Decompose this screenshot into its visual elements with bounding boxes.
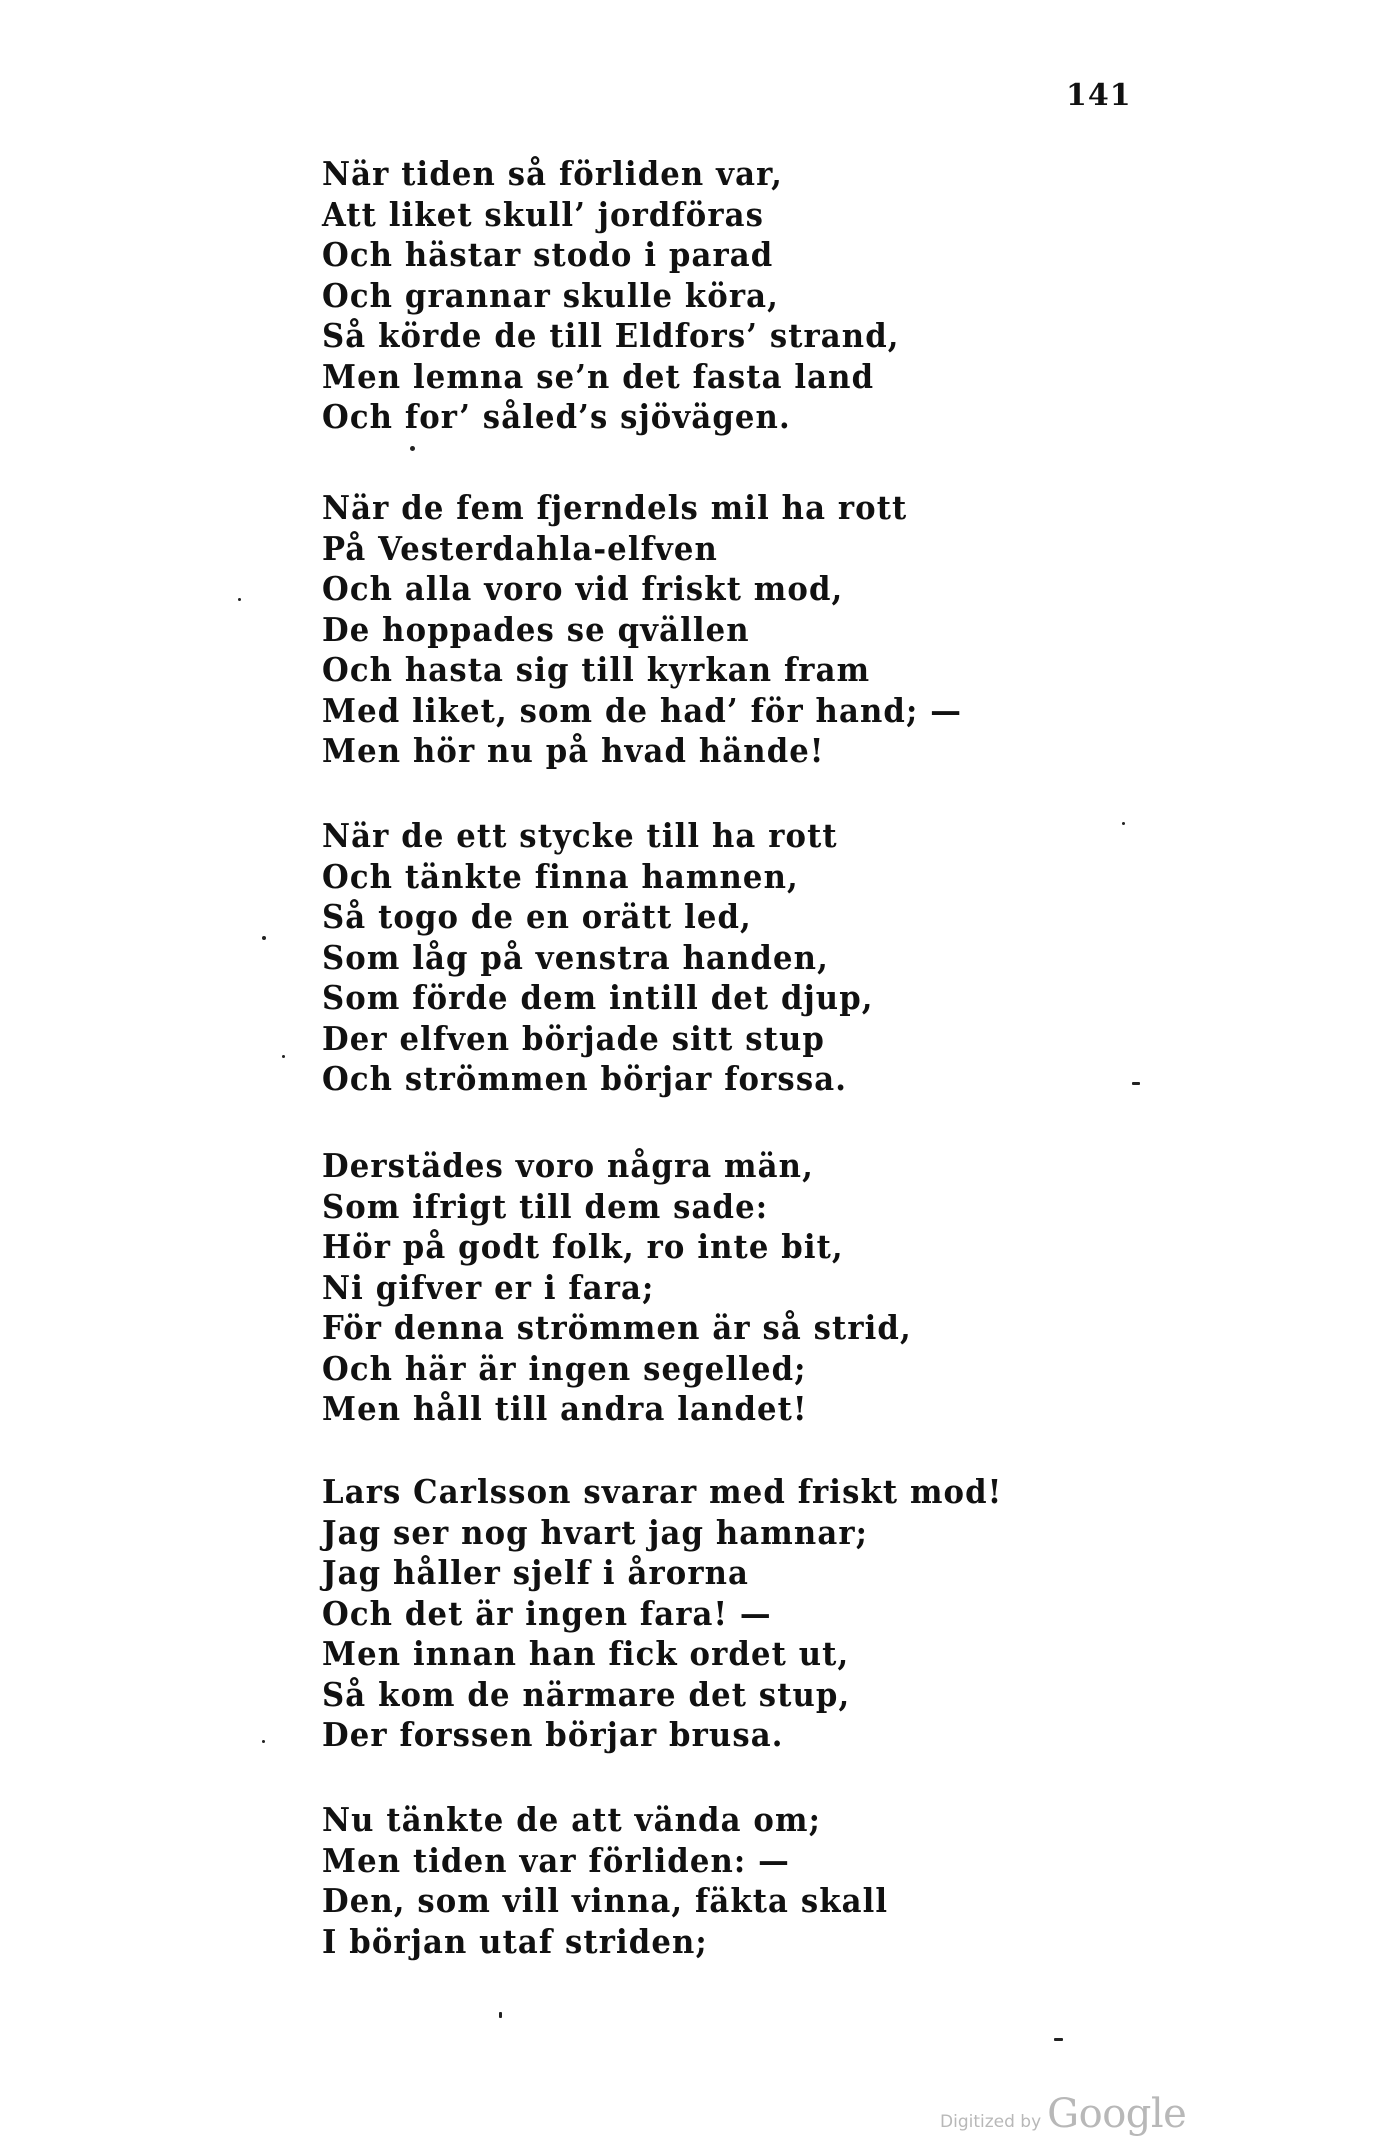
- stanza-6: [322, 1800, 931, 1962]
- print-speck: [262, 1740, 265, 1743]
- verse-line: Der forssen börjar brusa.: [322, 1715, 784, 1754]
- watermark-prefix: Digitized by: [940, 2112, 1042, 2132]
- print-speck: [1132, 1082, 1140, 1085]
- verse-line: Och hasta sig till kyrkan fram: [322, 650, 871, 689]
- verse-line: På Vesterdahla-elfven: [322, 528, 718, 568]
- print-speck: [262, 936, 266, 940]
- stanza-2: [322, 488, 1010, 772]
- verse-line: Och strömmen börjar forssa.: [322, 1059, 848, 1098]
- verse-line: Jag håller sjelf i årorna: [322, 1553, 750, 1592]
- stanza-1: [322, 154, 943, 438]
- verse-line: Hör på godt folk, ro inte bit,: [322, 1227, 844, 1266]
- verse-line: Men tiden var förliden: —: [322, 1840, 790, 1880]
- verse-line: I början utaf striden;: [322, 1921, 708, 1961]
- verse-line: Att liket skull’ jordföras: [322, 194, 765, 234]
- print-speck: [1054, 2038, 1063, 2041]
- print-speck: [1122, 822, 1125, 825]
- verse-line: Jag ser nog hvart jag hamnar;: [322, 1512, 869, 1552]
- verse-line: Lars Carlsson svarar med friskt mod!: [322, 1472, 1003, 1511]
- verse-line: Så körde de till Eldfors’ strand,: [322, 316, 900, 355]
- verse-line: När de ett stycke till ha rott: [322, 816, 838, 855]
- stanza-5: [322, 1472, 1054, 1756]
- verse-line: Och här är ingen segelled;: [322, 1348, 807, 1388]
- stanza-4: [322, 1146, 956, 1430]
- verse-line: Ni gifver er i fara;: [322, 1267, 655, 1307]
- verse-line: Der elfven började sitt stup: [322, 1018, 825, 1058]
- stanza-3: [322, 816, 915, 1100]
- digitized-by-google-watermark: [940, 2092, 1186, 2136]
- verse-line: De hoppades se qvällen: [322, 609, 750, 649]
- page-number: 141: [1066, 78, 1132, 113]
- verse-line: Som ifrigt till dem sade:: [322, 1186, 769, 1226]
- verse-line: Och grannar skulle köra,: [322, 275, 779, 315]
- verse-line: Nu tänkte de att vända om;: [322, 1800, 822, 1839]
- verse-line: När de fem fjerndels mil ha rott: [322, 488, 908, 527]
- verse-line: Och hästar stodo i parad: [322, 235, 774, 274]
- verse-line: Och for’ såled’s sjövägen.: [322, 397, 791, 436]
- print-speck: [282, 1055, 285, 1058]
- verse-line: Och alla voro vid friskt mod,: [322, 569, 844, 608]
- verse-line: Men innan han fick ordet ut,: [322, 1634, 850, 1673]
- verse-line: Men lemna se’n det fasta land: [322, 356, 875, 396]
- verse-line: Som förde dem intill det djup,: [322, 978, 874, 1017]
- print-speck: [410, 446, 415, 451]
- verse-line: Och tänkte finna hamnen,: [322, 856, 799, 896]
- verse-line: Med liket, som de had’ för hand; —: [322, 690, 963, 730]
- verse-line: När tiden så förliden var,: [322, 154, 783, 193]
- verse-line: Men hör nu på hvad hände!: [322, 731, 825, 770]
- verse-line: Derstädes voro några män,: [322, 1146, 814, 1185]
- verse-line: Den, som vill vinna, fäkta skall: [322, 1881, 889, 1920]
- print-speck: [499, 2012, 502, 2018]
- verse-line: Så togo de en orätt led,: [322, 897, 752, 936]
- verse-line: Som låg på venstra handen,: [322, 937, 829, 977]
- google-logo: Google: [1047, 2091, 1187, 2137]
- verse-line: Och det är ingen fara! —: [322, 1593, 772, 1633]
- verse-line: För denna strömmen är så strid,: [322, 1308, 912, 1347]
- verse-line: Men håll till andra landet!: [322, 1389, 808, 1428]
- print-speck: [238, 598, 241, 601]
- verse-line: Så kom de närmare det stup,: [322, 1674, 851, 1714]
